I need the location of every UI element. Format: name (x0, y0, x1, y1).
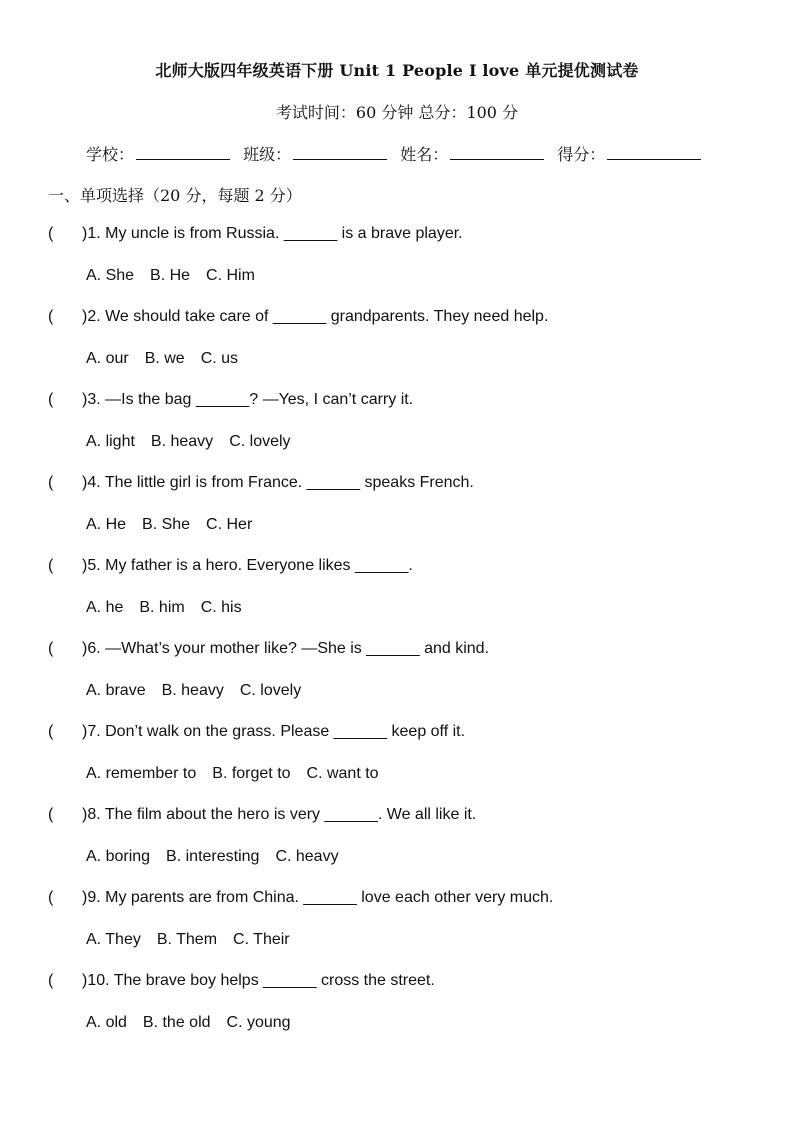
option-a: A. light (86, 433, 135, 450)
question-3 (48, 391, 768, 474)
exam-subtitle: 考试时间：60 分钟 总分：100 分 (275, 103, 519, 122)
option-row (86, 848, 355, 866)
answer-paren[interactable]: ( (48, 640, 54, 657)
question-stem (48, 889, 553, 907)
question-text: )6. —What’s your mother like? —She is ______ and kind. (82, 640, 490, 657)
option-b: B. He (150, 267, 191, 284)
option-row (86, 931, 306, 949)
option-row (86, 267, 271, 285)
option-b: B. the old (142, 1014, 211, 1031)
question-7 (48, 723, 768, 806)
option-a: A. She (86, 267, 135, 284)
question-text: )4. The little girl is from France. ______ speaks French. (82, 474, 474, 491)
option-c: C. young (226, 1014, 291, 1031)
option-c: C. heavy (275, 848, 339, 865)
question-text: )5. My father is a hero. Everyone likes ______. (82, 557, 413, 574)
question-text: )3. —Is the bag ______? —Yes, I can’t carry it. (82, 391, 414, 408)
question-stem (48, 225, 463, 243)
option-row (86, 765, 395, 783)
option-a: A. he (86, 599, 124, 616)
question-stem (48, 723, 465, 741)
question-5 (48, 557, 768, 640)
option-a: A. old (86, 1014, 127, 1031)
answer-paren[interactable]: ( (48, 308, 54, 325)
option-c: C. his (200, 599, 242, 616)
question-2 (48, 308, 768, 391)
school-blank[interactable] (136, 145, 230, 160)
school-field (86, 142, 230, 165)
question-text: )10. The brave boy helps ______ cross the street. (82, 972, 435, 989)
option-row (86, 599, 258, 617)
question-stem (48, 806, 476, 824)
question-stem (48, 972, 435, 990)
score-blank[interactable] (607, 145, 701, 160)
question-text: )9. My parents are from China. ______ love each other very much. (82, 889, 554, 906)
question-text: )7. Don’t walk on the grass. Please ______ keep off it. (82, 723, 466, 740)
option-a: A. remember to (86, 765, 197, 782)
option-b: B. interesting (166, 848, 260, 865)
option-b: B. Them (156, 931, 218, 948)
option-a: A. boring (86, 848, 151, 865)
option-b: B. we (144, 350, 185, 367)
student-info-row (86, 142, 709, 165)
question-stem (48, 557, 413, 575)
option-b: B. forget to (212, 765, 291, 782)
option-c: C. lovely (239, 682, 302, 699)
question-stem (48, 308, 548, 326)
answer-paren[interactable]: ( (48, 889, 54, 906)
option-a: A. He (86, 516, 127, 533)
question-stem (48, 391, 413, 409)
option-a: A. our (86, 350, 129, 367)
question-4 (48, 474, 768, 557)
section-heading: 一、单项选择（20 分，每题 2 分） (48, 186, 302, 205)
question-stem (48, 640, 489, 658)
score-label: 得分： (557, 145, 606, 164)
question-text: )1. My uncle is from Russia. ______ is a brave player. (82, 225, 463, 242)
question-stem (48, 474, 474, 492)
exam-title: 北师大版四年级英语下册 Unit 1 People I love 单元提优测试卷 (155, 61, 639, 80)
class-field (243, 142, 387, 165)
answer-paren[interactable]: ( (48, 806, 54, 823)
name-label: 姓名： (400, 145, 449, 164)
answer-paren[interactable]: ( (48, 474, 54, 491)
answer-paren[interactable]: ( (48, 972, 54, 989)
option-row (86, 1014, 307, 1032)
question-10 (48, 972, 768, 1055)
class-blank[interactable] (293, 145, 387, 160)
name-blank[interactable] (450, 145, 544, 160)
question-9 (48, 889, 768, 972)
option-c: C. us (200, 350, 239, 367)
option-b: B. heavy (150, 433, 214, 450)
option-row (86, 516, 268, 534)
question-text: )2. We should take care of ______ grandparents. They need help. (82, 308, 549, 325)
option-c: C. lovely (229, 433, 291, 450)
name-field (400, 142, 544, 165)
option-c: C. Her (206, 516, 253, 533)
option-row (86, 682, 317, 700)
class-label: 班级： (243, 145, 292, 164)
answer-paren[interactable]: ( (48, 391, 54, 408)
option-a: A. They (86, 931, 141, 948)
option-c: C. want to (306, 765, 379, 782)
answer-paren[interactable]: ( (48, 557, 54, 574)
option-row (86, 433, 307, 451)
option-b: B. him (139, 599, 185, 616)
option-b: B. heavy (161, 682, 224, 699)
option-a: A. brave (86, 682, 146, 699)
school-label: 学校： (86, 145, 135, 164)
question-6 (48, 640, 768, 723)
option-row (86, 350, 254, 368)
question-list (48, 225, 768, 1055)
option-c: C. Him (206, 267, 255, 284)
score-field (557, 142, 701, 165)
question-1 (48, 225, 768, 308)
answer-paren[interactable]: ( (48, 723, 54, 740)
question-text: )8. The film about the hero is very ______. We all like it. (82, 806, 477, 823)
option-c: C. Their (233, 931, 290, 948)
answer-paren[interactable]: ( (48, 225, 54, 242)
question-8 (48, 806, 768, 889)
option-b: B. She (142, 516, 191, 533)
